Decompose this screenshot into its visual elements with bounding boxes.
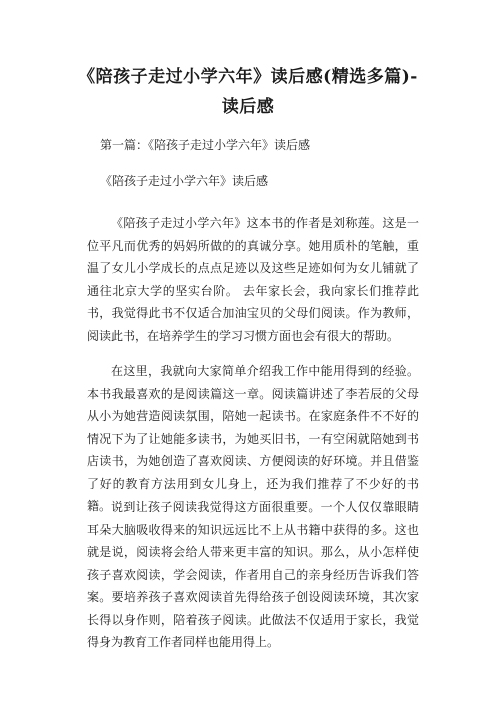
body-paragraph: 说到让孩子阅读我觉得这方面很重要。一个人仅仅靠眼睛耳朵大脑吸收得来的知识远远比不上从书籍中获得的多。这也就是说，阅读将会给人带来更丰富的知识。那么，从小怎样使孩子喜欢阅读，学会阅读，作者用自己的亲身经历告诉我们答案。要培养孩子喜欢阅读首先得给孩子创设阅读环境，其次家长得以身作则，陪着孩子阅读。此做法不仅适用于家长，我觉得身为教育工作者同样也能用得上。 (87, 500, 419, 649)
section-heading: 第一篇：《陪孩子走过小学六年》读后感 (100, 138, 311, 152)
document-title-line-2: 读后感 (221, 97, 275, 117)
document-title-line-1: 《陪孩子走过小学六年》读后感(精选多篇)- (78, 67, 418, 87)
essay-subtitle: 《陪孩子走过小学六年》读后感 (100, 174, 269, 188)
body-paragraph: 在这里，我就向大家简单介绍我工作中能用得到的经验。本书我最喜欢的是阅读篇这一章。阅读篇讲述了李若辰的父母从小为她营造阅读氛围，陪她一起读书。在家庭条件不不好的情况下为了让她能多读书，为她买旧书，一有空闲就陪她到书店读书，为她创造了喜欢阅读、方便阅读的好环境。并且借鉴了好的教育方法用到女儿身上，还为我们推荐了不少好的书籍。 (87, 364, 419, 513)
body-paragraph: 《陪孩子走过小学六年》这本书的作者是刘称莲。这是一位平凡而优秀的妈妈所做的的真诚分享。她用质朴的笔触，重温了女儿小学成长的点点足迹以及这些足迹如何为女儿铺就了通往北京大学的坚实台阶。 去年家长会，我向家长们推荐此书，我觉得此书不仅适合加油宝贝的父母们阅读。作为教师，阅读此书，在培养学生的学习习惯方面也会有很大的帮助。 (87, 216, 419, 343)
